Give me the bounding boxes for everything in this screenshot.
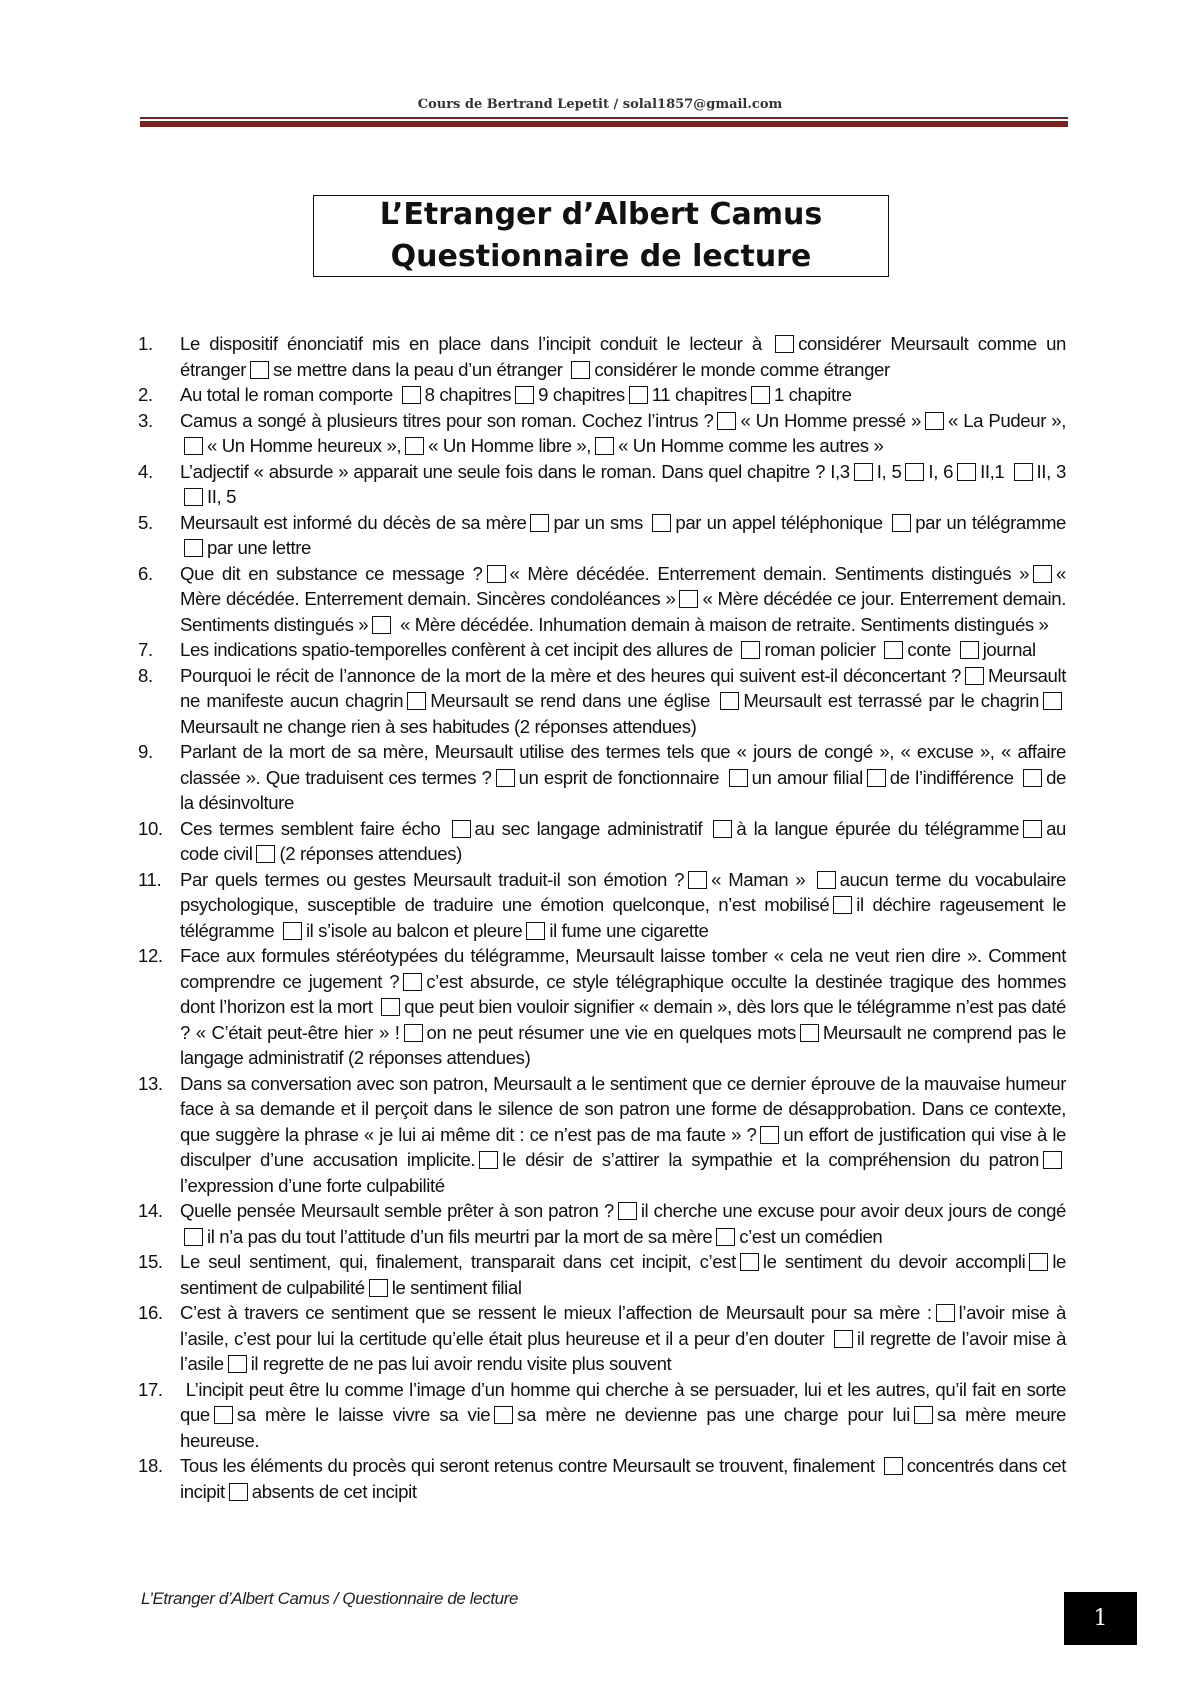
question-number: 1. <box>138 333 153 354</box>
question-body <box>180 739 1071 816</box>
answer-checkbox[interactable] <box>1033 565 1052 583</box>
answer-checkbox[interactable] <box>957 463 976 481</box>
answer-checkbox[interactable] <box>892 514 911 532</box>
page-footer: L’Etranger d’Albert Camus / Questionnaire de lecture <box>141 1589 519 1608</box>
header-rule-thick <box>140 121 1068 127</box>
question-number: 15. <box>138 1251 163 1272</box>
question-text: Camus a songé à plusieurs titres pour son roman. Cochez l’intrus ? <box>180 409 714 431</box>
answer-option-label: c’est absurde, ce style télégraphique occulte la destinée tragique des hommes dont l’horizon est la mort <box>180 970 1071 1017</box>
answer-option-label: « Un Homme libre », <box>428 435 592 456</box>
question-item <box>138 382 1066 408</box>
answer-checkbox[interactable] <box>283 922 302 940</box>
answer-option-label: par un sms <box>553 511 649 533</box>
question-list <box>138 331 1071 1504</box>
answer-option-label: au sec langage administratif <box>474 817 710 839</box>
header-rule <box>140 117 1068 119</box>
answer-option-label: « Mère décédée. Inhumation demain à maison de retraite. Sentiments distingués » <box>395 613 1049 635</box>
answer-checkbox[interactable] <box>800 1024 819 1042</box>
answer-option-label: au code civil <box>180 817 1071 864</box>
answer-option-label: par un télégramme <box>915 511 1066 533</box>
answer-option-label: on ne peut résumer une vie en quelques mots <box>426 1021 796 1043</box>
answer-option-label: aucun terme du vocabulaire psychologique, susceptible de traduire une émotion quelconque, n’est mobilisé <box>180 868 1071 915</box>
question-body <box>180 816 1071 867</box>
question-item <box>138 663 1071 740</box>
question-number: 11. <box>138 868 162 890</box>
question-body <box>180 1198 1071 1249</box>
question-body <box>180 331 1071 382</box>
question-number: 5. <box>138 511 153 533</box>
question-item <box>138 561 1071 638</box>
answer-checkbox[interactable] <box>629 386 648 404</box>
answer-option-label: sa mère meure heureuse. <box>180 1404 1071 1451</box>
answer-checkbox[interactable] <box>905 463 924 481</box>
question-item <box>138 1377 1071 1454</box>
question-text: Au total le roman comporte <box>180 384 398 405</box>
answer-checkbox[interactable] <box>854 463 873 481</box>
answer-option-label: c’est un comédien <box>739 1225 883 1247</box>
answer-option-label: « Mère décédée. Enterrement demain. Sincères condoléances » <box>180 562 1071 609</box>
question-item <box>138 510 1066 561</box>
question-item <box>138 739 1071 816</box>
answer-checkbox[interactable] <box>530 514 549 532</box>
answer-checkbox[interactable] <box>402 386 421 404</box>
answer-checkbox[interactable] <box>884 641 903 659</box>
question-text: Pourquoi le récit de l’annonce de la mort de la mère et des heures qui suivent est-il déconcertant ? <box>180 664 961 686</box>
answer-checkbox[interactable] <box>884 1457 903 1475</box>
answer-checkbox[interactable] <box>834 1330 853 1348</box>
question-item <box>138 1453 1071 1504</box>
answer-option-label: concentrés dans cet incipit <box>180 1455 1071 1502</box>
question-text: L’adjectif « absurde » apparait une seule fois dans le roman. Dans quel chapitre ? I,3 <box>180 460 850 482</box>
answer-checkbox[interactable] <box>688 871 707 889</box>
answer-option-label: il cherche une excuse pour avoir deux jours de congé <box>640 1200 1071 1221</box>
answer-option-label: roman policier <box>764 639 881 660</box>
question-number: 17. <box>138 1378 163 1400</box>
answer-checkbox[interactable] <box>452 820 471 838</box>
answer-option-label: conte <box>907 639 956 660</box>
answer-checkbox[interactable] <box>1043 692 1062 710</box>
answer-checkbox[interactable] <box>515 386 534 404</box>
answer-checkbox[interactable] <box>595 437 614 455</box>
question-item <box>138 943 1071 1071</box>
answer-option-label: à la langue épurée du télégramme <box>736 817 1020 839</box>
answer-checkbox[interactable] <box>740 1253 759 1271</box>
question-number: 4. <box>138 460 153 482</box>
question-item <box>138 1071 1071 1199</box>
answer-checkbox[interactable] <box>717 412 736 430</box>
answer-checkbox[interactable] <box>618 1202 637 1220</box>
question-number: 12. <box>138 945 163 966</box>
answer-option-label: journal <box>982 639 1036 660</box>
question-number: 18. <box>138 1455 163 1476</box>
question-body <box>180 1071 1071 1199</box>
answer-option-label: « La Pudeur », <box>948 409 1066 431</box>
answer-checkbox[interactable] <box>1043 1151 1062 1169</box>
answer-option-label: II, 3 <box>1036 460 1066 482</box>
answer-checkbox[interactable] <box>833 896 852 914</box>
answer-option-label: un esprit de fonctionnaire <box>518 766 725 788</box>
answer-option-label: le sentiment filial <box>391 1276 522 1298</box>
answer-option-label: le sentiment du devoir accompli <box>762 1251 1026 1272</box>
answer-option-label: il fume une cigarette <box>549 919 709 941</box>
answer-option-label: « Mère décédée ce jour. Enterrement demain. Sentiments distingués » <box>180 588 1071 635</box>
question-number: 9. <box>138 741 153 762</box>
answer-option-label: par une lettre <box>207 537 311 558</box>
answer-checkbox[interactable] <box>741 641 760 659</box>
answer-option-label: « Un Homme heureux », <box>207 435 402 456</box>
answer-checkbox[interactable] <box>404 1024 423 1042</box>
question-item <box>138 816 1071 867</box>
answer-option-label: sa mère ne devienne pas une charge pour lui <box>517 1404 910 1425</box>
answer-option-label: considérer Meursault comme un étranger <box>180 333 1071 380</box>
question-body <box>180 510 1066 561</box>
question-text: Tous les éléments du procès qui seront retenus contre Meursault se trouvent, finalement <box>180 1455 880 1476</box>
question-body <box>180 1377 1071 1454</box>
answer-checkbox[interactable] <box>960 641 979 659</box>
question-item <box>138 867 1071 944</box>
answer-checkbox[interactable] <box>526 922 545 940</box>
question-number: 2. <box>138 384 153 405</box>
answer-checkbox[interactable] <box>817 871 836 889</box>
answer-checkbox[interactable] <box>250 361 269 379</box>
question-body <box>180 408 1066 459</box>
answer-checkbox[interactable] <box>407 692 426 710</box>
answer-option-label: I, 5 <box>876 460 902 482</box>
question-body <box>180 1249 1071 1300</box>
answer-option-label: de la désinvolture <box>180 766 1071 813</box>
answer-checkbox[interactable] <box>751 386 770 404</box>
question-body <box>180 637 1066 663</box>
answer-option-label: Meursault est terrassé par le chagrin <box>743 690 1039 711</box>
answer-checkbox[interactable] <box>867 769 886 787</box>
answer-option-label: il s’isole au balcon et pleure <box>305 919 523 941</box>
answer-option-label: le sentiment de culpabilité <box>180 1251 1071 1298</box>
answer-option-label: il n’a pas du tout l’attitude d’un fils meurtri par la mort de sa mère <box>207 1225 713 1247</box>
answer-checkbox[interactable] <box>381 998 400 1016</box>
answer-option-label: le désir de s’attirer la sympathie et la compréhension du patron <box>502 1149 1039 1170</box>
answer-option-label: 11 chapitres <box>651 384 747 405</box>
answer-option-label: l’expression d’une forte culpabilité <box>180 1174 445 1196</box>
answer-checkbox[interactable] <box>228 1355 247 1373</box>
question-text: Parlant de la mort de sa mère, Meursault utilise des termes tels que « jours de congé », « excuse », « affaire classée ». Que traduisent ces termes ? <box>180 741 1071 788</box>
answer-option-label: (2 réponses attendues) <box>279 843 462 864</box>
answer-checkbox[interactable] <box>1029 1253 1048 1271</box>
answer-option-label: 8 chapitres <box>424 384 512 405</box>
question-text: C’est à travers ce sentiment que se ressent le mieux l’affection de Meursault pour sa mère : <box>180 1302 932 1323</box>
answer-checkbox[interactable] <box>925 412 944 430</box>
answer-option-label: se mettre dans la peau d’un étranger <box>273 358 568 380</box>
answer-option-label: considérer le monde comme étranger <box>594 358 890 380</box>
answer-option-label: de l’indifférence <box>889 766 1020 788</box>
question-number: 6. <box>138 562 153 584</box>
answer-option-label: absents de cet incipit <box>251 1480 417 1502</box>
answer-checkbox[interactable] <box>405 437 424 455</box>
question-body <box>180 1453 1071 1504</box>
answer-checkbox[interactable] <box>914 1406 933 1424</box>
answer-option-label: l’avoir mise à l’asile, c’est pour lui la certitude qu’elle était plus heureuse et il a peur d’en douter <box>180 1302 1071 1349</box>
title-box <box>313 195 889 277</box>
answer-option-label: par un appel téléphonique <box>675 511 889 533</box>
answer-option-label: il regrette de ne pas lui avoir rendu visite plus souvent <box>250 1353 672 1374</box>
answer-option-label: 9 chapitres <box>538 384 625 405</box>
answer-option-label: que peut bien vouloir signifier « demain », dès lors que le télégramme n’est pas daté ? « C’était peut-être hier » ! <box>180 996 1071 1043</box>
answer-checkbox[interactable] <box>1023 820 1042 838</box>
answer-option-label: un effort de justification qui vise à le disculper d’une accusation implicite. <box>180 1123 1071 1170</box>
question-body <box>180 1300 1071 1377</box>
answer-option-label: « Un Homme pressé » <box>740 409 921 431</box>
question-item <box>138 1300 1071 1377</box>
answer-checkbox[interactable] <box>720 692 739 710</box>
answer-checkbox[interactable] <box>652 514 671 532</box>
question-item <box>138 408 1066 459</box>
answer-checkbox[interactable] <box>729 769 748 787</box>
answer-option-label: « Maman » <box>711 868 813 890</box>
question-number: 10. <box>138 817 163 839</box>
answer-checkbox[interactable] <box>494 1406 513 1424</box>
answer-checkbox[interactable] <box>760 1126 779 1144</box>
answer-checkbox[interactable] <box>214 1406 233 1424</box>
question-text: Dans sa conversation avec son patron, Meursault a le sentiment que ce dernier éprouve de la mauvaise humeur face à sa demande et il perçoit dans le silence de son patron une forme de désapprobation. Dans ce contexte, que suggère la phrase « je lui ai même dit : ce n’est pas de ma faute » ? <box>180 1072 1071 1145</box>
question-body <box>180 382 1066 408</box>
answer-option-label: Meursault ne change rien à ses habitudes (2 réponses attendues) <box>180 715 697 737</box>
page-header: Cours de Bertrand Lepetit / solal1857@gmail.com <box>417 97 783 112</box>
question-text: Les indications spatio-temporelles confèrent à cet incipit des allures de <box>180 639 738 660</box>
question-number: 3. <box>138 409 153 431</box>
question-text: Meursault est informé du décès de sa mère <box>180 511 527 533</box>
answer-checkbox[interactable] <box>184 488 203 506</box>
answer-checkbox[interactable] <box>229 1483 248 1501</box>
answer-checkbox[interactable] <box>184 1228 203 1246</box>
question-text: L’incipit peut être lu comme l’image d’un homme qui cherche à se persuader, lui et les autres, qu’il fait en sorte que <box>180 1378 1071 1425</box>
question-number: 16. <box>138 1302 163 1323</box>
question-text: Ces termes semblent faire écho <box>180 817 448 839</box>
question-number: 8. <box>138 664 153 686</box>
question-number: 7. <box>138 639 153 660</box>
page-number: 1 <box>1064 1592 1137 1645</box>
answer-checkbox[interactable] <box>372 616 391 634</box>
question-body <box>180 867 1071 944</box>
question-number: 13. <box>138 1072 163 1094</box>
answer-checkbox[interactable] <box>965 667 984 685</box>
question-item <box>138 331 1071 382</box>
answer-checkbox[interactable] <box>184 539 203 557</box>
answer-option-label: I, 6 <box>928 460 954 482</box>
answer-checkbox[interactable] <box>256 845 275 863</box>
answer-option-label: 1 chapitre <box>773 384 852 405</box>
answer-option-label: II,1 <box>980 460 1010 482</box>
question-text: Que dit en substance ce message ? <box>180 562 483 584</box>
answer-option-label: il regrette de l’avoir mise à l’asile <box>180 1327 1071 1374</box>
answer-checkbox[interactable] <box>775 335 794 353</box>
question-item <box>138 1198 1071 1249</box>
answer-checkbox[interactable] <box>184 437 203 455</box>
answer-option-label: « Un Homme comme les autres » <box>618 435 884 456</box>
question-number: 14. <box>138 1200 163 1221</box>
answer-checkbox[interactable] <box>1023 769 1042 787</box>
question-item <box>138 1249 1071 1300</box>
answer-option-label: Meursault se rend dans une église <box>430 690 717 711</box>
question-text: Par quels termes ou gestes Meursault traduit-il son émotion ? <box>180 868 685 890</box>
answer-option-label: Meursault ne comprend pas le langage administratif (2 réponses attendues) <box>180 1021 1071 1068</box>
question-body <box>180 943 1071 1071</box>
answer-option-label: sa mère le laisse vivre sa vie <box>236 1404 491 1425</box>
answer-checkbox[interactable] <box>713 820 732 838</box>
question-body <box>180 561 1071 638</box>
answer-checkbox[interactable] <box>496 769 515 787</box>
answer-checkbox[interactable] <box>403 973 422 991</box>
answer-option-label: Meursault ne manifeste aucun chagrin <box>180 664 1071 711</box>
answer-checkbox[interactable] <box>571 361 590 379</box>
question-text: Le dispositif énonciatif mis en place dans l’incipit conduit le lecteur à <box>180 333 772 354</box>
answer-checkbox[interactable] <box>479 1151 498 1169</box>
answer-checkbox[interactable] <box>679 590 698 608</box>
answer-checkbox[interactable] <box>369 1279 388 1297</box>
question-item <box>138 459 1066 510</box>
question-body <box>180 459 1066 510</box>
question-text: Le seul sentiment, qui, finalement, transparait dans cet incipit, c’est <box>180 1251 736 1272</box>
question-body <box>180 663 1071 740</box>
answer-checkbox[interactable] <box>716 1228 735 1246</box>
answer-option-label: II, 5 <box>207 486 237 507</box>
answer-option-label: « Mère décédée. Enterrement demain. Sentiments distingués » <box>509 562 1030 584</box>
answer-checkbox[interactable] <box>1014 463 1033 481</box>
question-text: Quelle pensée Meursault semble prêter à son patron ? <box>180 1200 614 1221</box>
answer-checkbox[interactable] <box>487 565 506 583</box>
question-text: Face aux formules stéréotypées du télégramme, Meursault laisse tomber « cela ne veut rien dire ». Comment comprendre ce jugement ? <box>180 945 1071 992</box>
question-item <box>138 637 1066 663</box>
answer-checkbox[interactable] <box>936 1304 955 1322</box>
answer-option-label: un amour filial <box>751 766 863 788</box>
document-subtitle: Questionnaire de lecture <box>390 239 812 274</box>
answer-option-label: il déchire rageusement le télégramme <box>180 894 1071 941</box>
document-title: L’Etranger d’Albert Camus <box>379 197 823 232</box>
